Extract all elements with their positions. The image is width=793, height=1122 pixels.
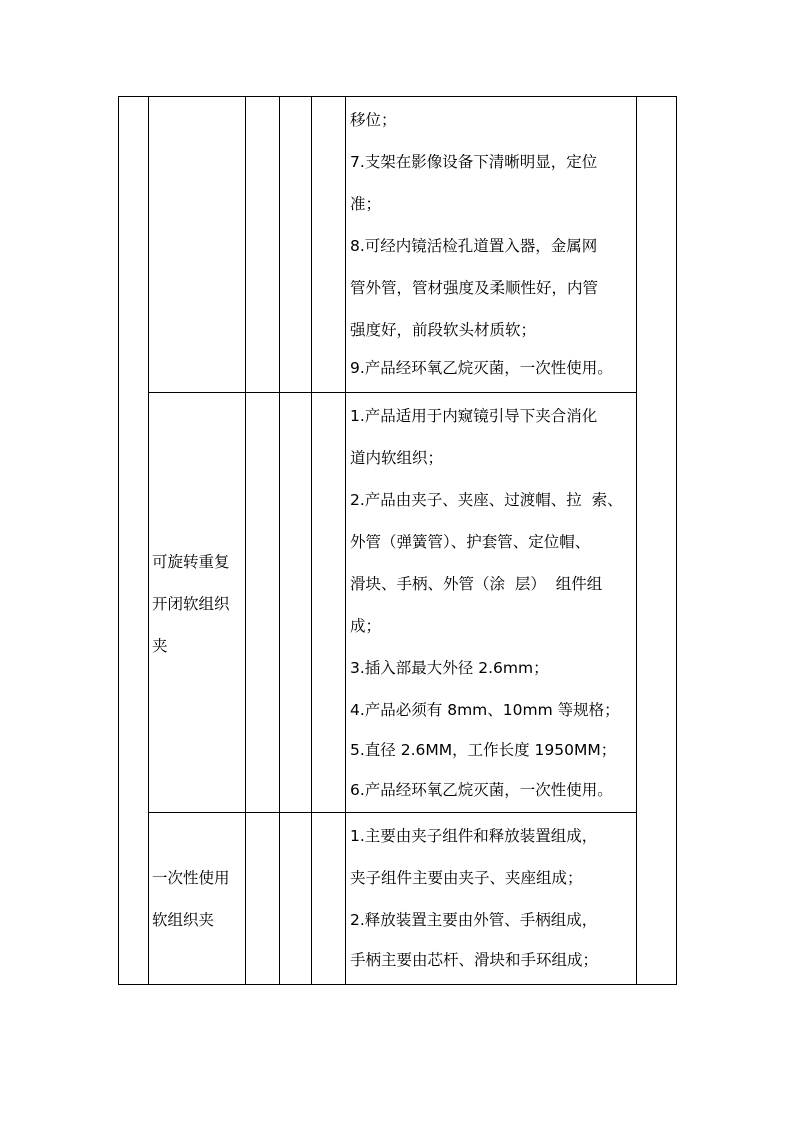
table-right-border — [676, 96, 677, 985]
row-divider-2 — [148, 812, 636, 813]
product-name-line: 可旋转重复 — [152, 553, 230, 571]
spec-line: 8.可经内镜活检孔道置入器，金属网 — [350, 237, 598, 255]
spec-line: 移位； — [350, 111, 397, 129]
product-name-line: 夹 — [152, 637, 168, 655]
spec-line: 1.产品适用于内窥镜引导下夹合消化 — [350, 407, 598, 425]
spec-line: 6.产品经环氧乙烷灭菌，一次性使用。 — [350, 781, 613, 799]
column-divider — [311, 96, 312, 985]
spec-line: 成； — [350, 617, 382, 635]
column-divider — [279, 96, 280, 985]
spec-line: 9.产品经环氧乙烷灭菌，一次性使用。 — [350, 359, 613, 377]
spec-line: 2.释放装置主要由外管、手柄组成， — [350, 911, 598, 929]
spec-line: 强度好，前段软头材质软； — [350, 321, 537, 339]
row-divider-1 — [148, 392, 636, 393]
table-bottom-border — [118, 984, 677, 985]
product-name-line: 软组织夹 — [152, 911, 215, 929]
column-divider — [245, 96, 246, 985]
spec-line: 5.直径 2.6MM，工作长度 1950MM； — [350, 741, 617, 759]
table-top-border — [118, 96, 677, 97]
spec-line: 1.主要由夹子组件和释放装置组成， — [350, 827, 598, 845]
spec-line: 外管（弹簧管）、护套管、定位帽、 — [350, 533, 591, 551]
table-left-border — [118, 96, 119, 985]
spec-line: 滑块、手柄、外管（涂 层） 组件组 — [350, 575, 603, 593]
spec-line: 2.产品由夹子、夹座、过渡帽、拉 索、 — [350, 491, 623, 509]
product-name-line: 一次性使用 — [152, 869, 230, 887]
spec-line: 准； — [350, 195, 382, 213]
column-divider — [636, 96, 637, 985]
spec-line: 道内软组织； — [350, 449, 444, 467]
spec-line: 7.支架在影像设备下清晰明显，定位 — [350, 153, 598, 171]
spec-line: 4.产品必须有 8mm、10mm 等规格； — [350, 701, 620, 719]
column-divider — [345, 96, 346, 985]
spec-line: 3.插入部最大外径 2.6mm； — [350, 659, 549, 677]
product-name-line: 开闭软组织 — [152, 595, 230, 613]
spec-line: 夹子组件主要由夹子、夹座组成； — [350, 869, 583, 887]
spec-line: 管外管，管材强度及柔顺性好，内管 — [350, 279, 599, 297]
spec-line: 手柄主要由芯杆、滑块和手环组成； — [350, 951, 599, 969]
column-divider — [148, 96, 149, 985]
